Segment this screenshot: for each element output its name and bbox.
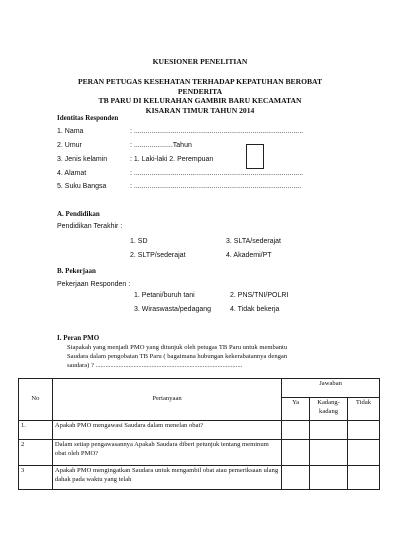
field-value-suku-bangsa: : ...................................................................................... bbox=[130, 183, 302, 190]
row-question: Apakah PMO mengawasi Saudara dalam menelan obat? bbox=[52, 421, 281, 440]
row-number: 2 bbox=[19, 440, 53, 466]
answer-cell-kadang[interactable] bbox=[310, 440, 348, 466]
subtitle-line-2: PENDERITA bbox=[177, 87, 223, 96]
row-number: 1. bbox=[19, 421, 53, 440]
header-jawaban: Jawaban bbox=[282, 379, 380, 398]
answer-cell-ya[interactable] bbox=[282, 440, 310, 466]
pekerjaan-heading: B. Pekerjaan bbox=[57, 267, 96, 275]
field-value-umur: : ....................Tahun bbox=[130, 142, 192, 149]
pendidikan-option-1[interactable]: 1. SD bbox=[130, 238, 148, 245]
row-number: 3 bbox=[19, 466, 53, 490]
gender-answer-box[interactable] bbox=[246, 144, 264, 169]
row-question: Dalam setiap pengawasannya Apakah Saudara diberi petunjuk tentang meminum obat oleh PMO? bbox=[52, 440, 281, 466]
pekerjaan-prompt: Pekerjaan Responden : bbox=[57, 281, 131, 288]
field-label-umur: 2. Umur bbox=[57, 142, 82, 149]
answer-cell-tidak[interactable] bbox=[348, 466, 380, 490]
peran-text-line-1: Siapakah yang menjadi PMO yang ditunjuk oleh petugas TB Paru untuk membantu bbox=[67, 344, 288, 351]
answer-cell-ya[interactable] bbox=[282, 421, 310, 440]
pendidikan-heading: A. Pendidikan bbox=[57, 210, 100, 218]
answer-cell-ya[interactable] bbox=[282, 466, 310, 490]
questionnaire-table bbox=[18, 378, 380, 490]
subtitle-line-4: KISARAN TIMUR TAHUN 2014 bbox=[145, 106, 255, 115]
pendidikan-prompt: Pendidikan Terakhir : bbox=[57, 223, 123, 230]
peran-text-line-3: saudara) ? ......................................................................................... bbox=[67, 362, 243, 369]
header-answer-kadang: Kadang- kadang bbox=[310, 398, 348, 421]
pekerjaan-option-4[interactable]: 4. Tidak bekerja bbox=[230, 306, 280, 313]
answer-cell-kadang[interactable] bbox=[310, 421, 348, 440]
peran-text-line-2: Saudara dalam pengobatan TB Paru ( bagaimana hubungan kekerabatannya dengan bbox=[67, 353, 288, 360]
peran-heading: I. Peran PMO bbox=[57, 334, 100, 342]
field-label-suku-bangsa: 5. Suku Bangsa bbox=[57, 183, 107, 190]
answer-cell-kadang[interactable] bbox=[310, 466, 348, 490]
pekerjaan-option-3[interactable]: 3. Wiraswasta/pedagang bbox=[134, 306, 212, 313]
field-label-nama: 1. Nama bbox=[57, 128, 84, 135]
field-value-alamat: : ....................................................................................... bbox=[130, 170, 304, 177]
row-question: Apakah PMO mengingatkan Saudara untuk mengambil obat atau pemeriksaan ulang dahak pada waktu yang telah bbox=[52, 466, 281, 490]
answer-cell-tidak[interactable] bbox=[348, 421, 380, 440]
header-no: No bbox=[19, 379, 53, 421]
pekerjaan-option-1[interactable]: 1. Petani/buruh tani bbox=[134, 292, 195, 299]
pekerjaan-option-2[interactable]: 2. PNS/TNI/POLRI bbox=[230, 292, 289, 299]
header-answer-tidak: Tidak bbox=[348, 398, 380, 421]
table-row bbox=[19, 421, 380, 440]
identitas-heading: Identitas Responden bbox=[57, 114, 119, 122]
document-title: KUESIONER PENELITIAN bbox=[152, 57, 248, 66]
answer-cell-tidak[interactable] bbox=[348, 440, 380, 466]
subtitle-line-3: TB PARU DI KELURAHAN GAMBIR BARU KECAMATAN bbox=[98, 96, 302, 105]
field-label-jenis-kelamin: 3. Jenis kelamin bbox=[57, 156, 108, 163]
table-row bbox=[19, 466, 380, 490]
pendidikan-option-2[interactable]: 2. SLTP/sederajat bbox=[130, 252, 186, 259]
pendidikan-option-3[interactable]: 3. SLTA/sederajat bbox=[226, 238, 281, 245]
field-value-nama: : ....................................................................................... bbox=[130, 128, 304, 135]
field-label-alamat: 4. Alamat bbox=[57, 170, 87, 177]
subtitle-line-1: PERAN PETUGAS KESEHATAN TERHADAP KEPATUHAN BEROBAT bbox=[77, 77, 323, 86]
pendidikan-option-4[interactable]: 4. Akademi/PT bbox=[226, 252, 272, 259]
header-answer-ya: Ya bbox=[282, 398, 310, 421]
table-row bbox=[19, 440, 380, 466]
header-pertanyaan: Pertanyaan bbox=[52, 379, 281, 421]
field-value-jenis-kelamin: : 1. Laki-laki 2. Perempuan bbox=[130, 156, 214, 163]
